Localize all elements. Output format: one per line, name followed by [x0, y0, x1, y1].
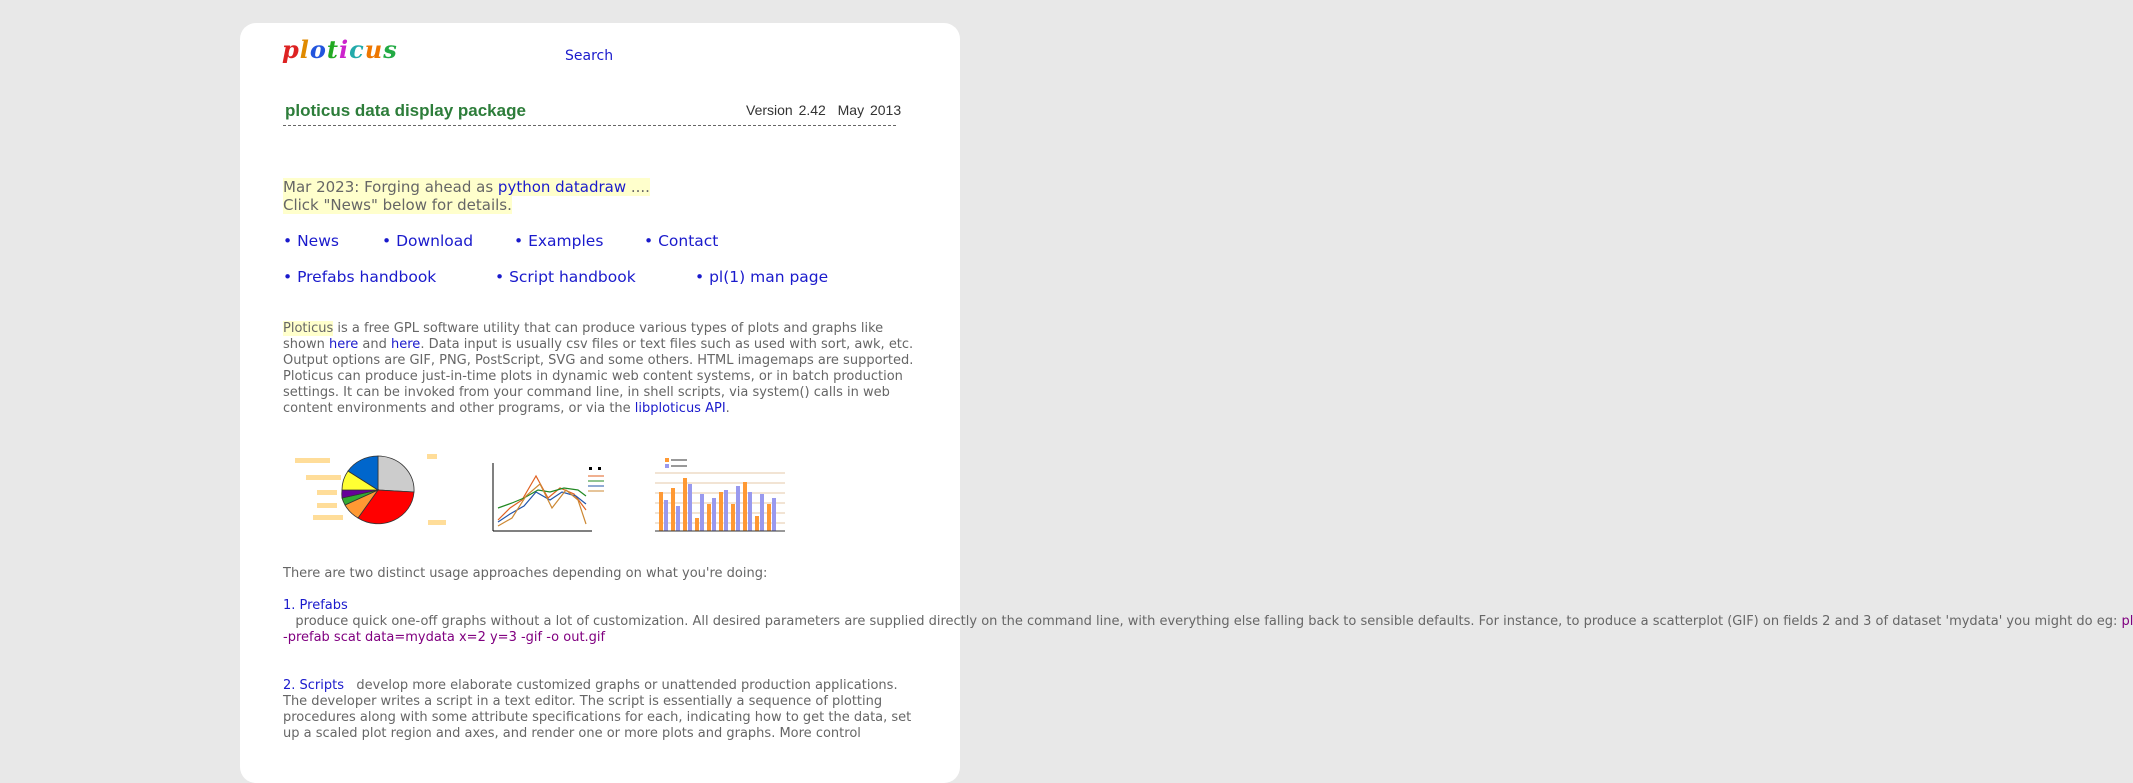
logo-letter: l	[299, 35, 310, 64]
pie-label	[427, 454, 437, 459]
content-card	[240, 23, 2133, 783]
news-text: Mar 2023: Forging ahead as	[283, 178, 498, 196]
prefabs-text: produce quick one-off graphs without a lot of customization. All desired parameters are supplied directly on the command line, with everything else falling back to sensible defaults. For instance, to produce a scatterplot (GIF) on fields 2 and 3 of dataset 'mydata' you might do eg:	[283, 614, 2122, 629]
prefabs-example-command: pl -prefab scat data=mydata x=2 y=3 -gif -o out.gif	[283, 614, 2133, 645]
here-link-1[interactable]: here	[328, 337, 359, 352]
logo-letter: p	[282, 35, 300, 64]
bar	[719, 492, 723, 531]
news-line-1	[283, 178, 650, 196]
bar	[712, 498, 716, 531]
intro-text-2: and	[358, 337, 392, 352]
bar	[772, 498, 776, 531]
nav-prefabs-handbook[interactable]: • Prefabs handbook	[283, 268, 437, 286]
bar	[731, 504, 735, 531]
pie-label	[306, 475, 341, 480]
bar	[755, 516, 759, 531]
logo-letter: u	[364, 35, 384, 64]
nav-man-page[interactable]: • pl(1) man page	[695, 268, 829, 286]
intro-text-3: . Data input is usually csv files or text files such as used with sort, awk, etc. Output options are GIF, PNG, PostScript, SVG and some others. HTML imagemaps are supported. Ploticus can produce just-in-time plots in dynamic web content systems, or in batch production settings. It can be invoked from your command line, in shell scripts, via system() calls in web content environments and other programs, or via the	[283, 337, 914, 416]
version-date: May 2013	[837, 102, 902, 118]
logo-letter: o	[309, 35, 327, 64]
bar	[664, 500, 668, 531]
bar	[683, 478, 687, 531]
version-number: Version 2.42	[746, 102, 826, 118]
news-banner	[283, 178, 650, 214]
bar	[743, 482, 747, 531]
pie-label	[317, 503, 337, 508]
bar	[659, 492, 663, 531]
legend-marker	[589, 467, 592, 470]
bar	[700, 494, 704, 531]
legend-marker	[598, 467, 601, 470]
bar	[724, 490, 728, 531]
logo-letter: c	[349, 35, 365, 64]
bar-chart-thumbnail[interactable]	[655, 458, 785, 531]
scripts-link[interactable]: 2. Scripts	[283, 678, 345, 693]
scripts-text: develop more elaborate customized graphs or unattended production applications. The developer writes a script in a text editor. The script is essentially a sequence of plotting procedures along with some attribute specifications for each, indicating how to get the data, set up a scaled plot region and axes, and render one or more plots and graphs. More control	[283, 678, 916, 741]
bar	[676, 506, 680, 531]
intro-text-1: is a free GPL software utility that can produce various types of plots and graphs like shown	[283, 321, 884, 352]
usage-intro: There are two distinct usage approaches depending on what you're doing:	[283, 566, 768, 581]
search-link[interactable]: Search	[565, 48, 614, 64]
nav-script-handbook[interactable]: • Script handbook	[495, 268, 636, 286]
nav-contact[interactable]: • Contact	[644, 232, 719, 250]
datadraw-link[interactable]: python datadraw	[497, 178, 627, 196]
page-title: ploticus data display package	[285, 101, 526, 120]
pie-label	[428, 520, 446, 525]
title-divider	[283, 125, 896, 126]
bar	[760, 494, 764, 531]
bar	[695, 518, 699, 531]
prefabs-paragraph	[283, 598, 2133, 646]
legend-swatch	[665, 464, 669, 468]
here-link-2[interactable]: here	[391, 337, 421, 352]
line-chart-thumbnail[interactable]	[493, 463, 604, 531]
nav-download[interactable]: • Download	[382, 232, 474, 250]
bar	[688, 484, 692, 531]
nav-news[interactable]: • News	[283, 232, 339, 250]
intro-text-4: .	[725, 401, 730, 416]
logo-letter: t	[326, 35, 340, 64]
pie-label	[317, 490, 337, 495]
pie-slice	[378, 456, 414, 492]
pie-chart-thumbnail[interactable]	[295, 454, 446, 525]
bar	[748, 492, 752, 531]
bar	[736, 486, 740, 531]
pie-label	[313, 515, 343, 520]
version-info	[746, 102, 901, 118]
libploticus-link[interactable]: libploticus API	[634, 401, 726, 416]
line-series	[498, 488, 586, 508]
intro-paragraph	[283, 321, 923, 417]
pie-label	[295, 458, 330, 463]
bar	[767, 504, 771, 531]
nav-examples[interactable]: • Examples	[514, 232, 604, 250]
ploticus-name: Ploticus	[283, 321, 334, 336]
scripts-paragraph	[283, 678, 923, 742]
news-line-2: Click "News" below for details.	[283, 196, 512, 214]
news-ellipsis: ....	[626, 178, 650, 196]
logo-letter: i	[339, 35, 350, 64]
legend-swatch	[665, 458, 669, 462]
prefabs-link[interactable]: 1. Prefabs	[283, 598, 348, 613]
bar	[707, 504, 711, 531]
logo-letter: s	[383, 35, 398, 64]
bar	[671, 488, 675, 531]
ploticus-logo[interactable]	[282, 35, 398, 64]
example-thumbnails	[290, 448, 800, 543]
